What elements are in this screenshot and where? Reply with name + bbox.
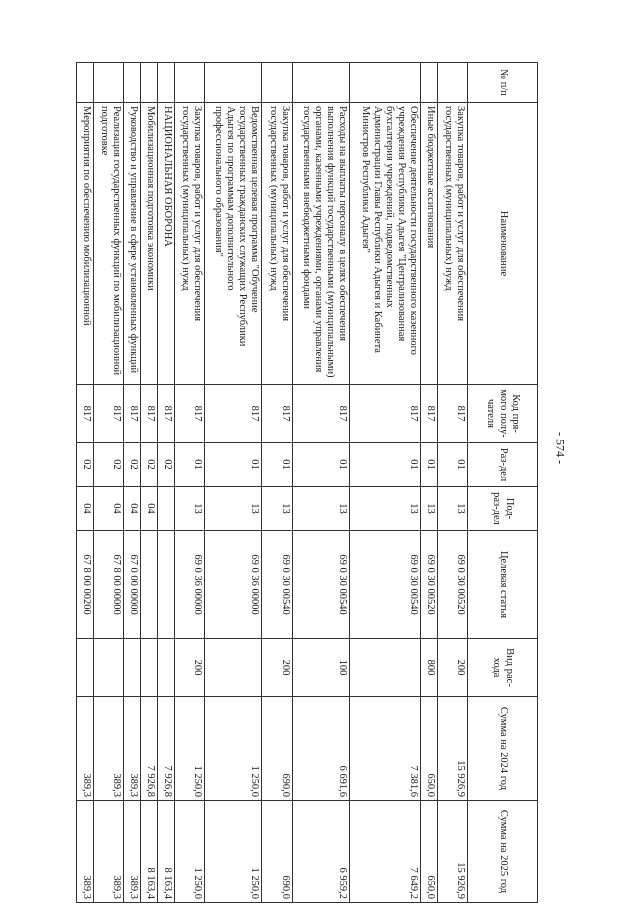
cell-target: 67 8 00 00000 [93, 531, 123, 639]
cell-podrazdel: 13 [420, 487, 437, 531]
cell-podrazdel: 13 [350, 487, 421, 531]
cell-vid: 800 [420, 639, 437, 697]
cell-num [157, 63, 174, 103]
cell-sum-2024: 7 926,8 [157, 697, 174, 801]
cell-podrazdel [157, 487, 174, 531]
cell-code: 817 [174, 385, 204, 443]
cell-sum-2025: 6 959,2 [292, 801, 349, 903]
header-razdel: Раз-дел [468, 443, 538, 487]
table-row [141, 63, 158, 903]
cell-code: 817 [124, 385, 141, 443]
cell-razdel: 01 [437, 443, 467, 487]
cell-code: 817 [350, 385, 421, 443]
cell-code: 817 [93, 385, 123, 443]
table-row [437, 63, 467, 903]
cell-sum-2025: 1 250,0 [205, 801, 262, 903]
cell-vid [77, 639, 94, 697]
budget-table [76, 62, 538, 903]
cell-name: Закупка товаров, работ и услуг для обеспечения государственных (муниципальных) нужд [262, 103, 292, 385]
cell-sum-2025: 1 250,0 [174, 801, 204, 903]
cell-razdel: 02 [124, 443, 141, 487]
cell-name: Мероприятия по обеспечению мобилизационной [77, 103, 94, 385]
cell-target: 67 0 00 00000 [124, 531, 141, 639]
cell-podrazdel: 13 [292, 487, 349, 531]
cell-podrazdel: 04 [77, 487, 94, 531]
cell-name: Реализация государственных функций по мобилизационной подготовке [93, 103, 123, 385]
table-row [350, 63, 421, 903]
cell-sum-2024: 1 250,0 [174, 697, 204, 801]
cell-name: Руководство и управление в сфере установленных функций [124, 103, 141, 385]
cell-vid [205, 639, 262, 697]
header-vid: Вид рас-хода [468, 639, 538, 697]
cell-vid [124, 639, 141, 697]
table-row [174, 63, 204, 903]
cell-name: Иные бюджетные ассигнования [420, 103, 437, 385]
table-header-row [468, 63, 538, 903]
cell-razdel: 01 [420, 443, 437, 487]
table-row [205, 63, 262, 903]
cell-sum-2024: 389,3 [77, 697, 94, 801]
cell-podrazdel: 13 [262, 487, 292, 531]
cell-target: 69 0 36 00000 [174, 531, 204, 639]
cell-sum-2025: 389,3 [77, 801, 94, 903]
header-code: Код пря-мого полу-чателя [468, 385, 538, 443]
cell-num [292, 63, 349, 103]
header-num: № п/п [468, 63, 538, 103]
cell-vid [157, 639, 174, 697]
cell-target: 69 0 36 00000 [205, 531, 262, 639]
header-sum-2024: Сумма на 2024 год [468, 697, 538, 801]
cell-sum-2025: 389,3 [93, 801, 123, 903]
cell-razdel: 01 [292, 443, 349, 487]
cell-name: Мобилизационная подготовка экономики [141, 103, 158, 385]
cell-name: Расходы на выплаты персоналу в целях обеспечения выполнения функций государственными (муниципальными) органами, казенными учреждениями, органами управления государственными внебюджетными фондами [292, 103, 349, 385]
cell-code: 817 [77, 385, 94, 443]
cell-sum-2024: 7 381,6 [350, 697, 421, 801]
cell-razdel: 01 [262, 443, 292, 487]
cell-podrazdel: 13 [437, 487, 467, 531]
cell-target: 69 0 30 00520 [437, 531, 467, 639]
cell-target: 69 0 30 00540 [262, 531, 292, 639]
table-row [77, 63, 94, 903]
cell-num [124, 63, 141, 103]
cell-razdel: 02 [141, 443, 158, 487]
cell-target: 67 8 00 00200 [77, 531, 94, 639]
cell-sum-2025: 650,0 [420, 801, 437, 903]
cell-target: 69 0 30 00540 [292, 531, 349, 639]
cell-vid [141, 639, 158, 697]
cell-name: Обеспечение деятельности государственного казенного учреждения Республики Адыгея "Централизованная бухгалтерия учреждений, подведомственных Администрации Главы Республики Адыгея и Кабинета Министров Республики Адыгея" [350, 103, 421, 385]
cell-vid: 200 [262, 639, 292, 697]
cell-name: Закупка товаров, работ и услуг для обеспечения государственных (муниципальных) нужд [437, 103, 467, 385]
cell-sum-2024: 7 926,8 [141, 697, 158, 801]
cell-sum-2025: 15 926,9 [437, 801, 467, 903]
cell-razdel: 01 [205, 443, 262, 487]
cell-vid: 200 [174, 639, 204, 697]
cell-vid [93, 639, 123, 697]
cell-podrazdel: 13 [205, 487, 262, 531]
table-row [292, 63, 349, 903]
header-target: Целевая статья [468, 531, 538, 639]
cell-podrazdel: 04 [93, 487, 123, 531]
rotated-table-container [76, 62, 538, 902]
cell-vid: 200 [437, 639, 467, 697]
cell-razdel: 02 [157, 443, 174, 487]
cell-sum-2025: 7 649,2 [350, 801, 421, 903]
cell-vid: 100 [292, 639, 349, 697]
table-row [93, 63, 123, 903]
cell-num [205, 63, 262, 103]
cell-sum-2024: 690,0 [262, 697, 292, 801]
cell-sum-2024: 15 926,9 [437, 697, 467, 801]
cell-sum-2024: 6 691,6 [292, 697, 349, 801]
header-sum-2025: Сумма на 2025 год [468, 801, 538, 903]
cell-razdel: 01 [174, 443, 204, 487]
header-name: Наименование [468, 103, 538, 385]
cell-num [174, 63, 204, 103]
table-row [262, 63, 292, 903]
cell-target: 69 0 30 00520 [420, 531, 437, 639]
cell-vid [350, 639, 421, 697]
cell-num [350, 63, 421, 103]
cell-sum-2025: 8 163,4 [141, 801, 158, 903]
table-row [124, 63, 141, 903]
cell-num [93, 63, 123, 103]
cell-sum-2025: 389,3 [124, 801, 141, 903]
cell-target [157, 531, 174, 639]
cell-razdel: 02 [77, 443, 94, 487]
cell-razdel: 01 [350, 443, 421, 487]
cell-num [141, 63, 158, 103]
cell-sum-2024: 389,3 [93, 697, 123, 801]
cell-sum-2024: 389,3 [124, 697, 141, 801]
cell-name: НАЦИОНАЛЬНАЯ ОБОРОНА [157, 103, 174, 385]
cell-num [77, 63, 94, 103]
cell-code: 817 [292, 385, 349, 443]
cell-sum-2024: 1 250,0 [205, 697, 262, 801]
table-row [420, 63, 437, 903]
cell-podrazdel: 04 [124, 487, 141, 531]
cell-code: 817 [437, 385, 467, 443]
cell-target [141, 531, 158, 639]
cell-code: 817 [141, 385, 158, 443]
cell-code: 817 [420, 385, 437, 443]
cell-sum-2024: 650,0 [420, 697, 437, 801]
cell-razdel: 02 [93, 443, 123, 487]
cell-sum-2025: 8 163,4 [157, 801, 174, 903]
cell-num [262, 63, 292, 103]
cell-code: 817 [262, 385, 292, 443]
cell-code: 817 [157, 385, 174, 443]
cell-target: 69 0 30 00540 [350, 531, 421, 639]
cell-sum-2025: 690,0 [262, 801, 292, 903]
cell-num [420, 63, 437, 103]
cell-podrazdel: 13 [174, 487, 204, 531]
page-number: - 574 - [553, 432, 568, 464]
cell-podrazdel: 04 [141, 487, 158, 531]
cell-name: Ведомственная целевая программа "Обучение государственных гражданских служащих Республики Адыгея по программам дополнительного профессионального образования" [205, 103, 262, 385]
cell-code: 817 [205, 385, 262, 443]
header-podrazdel: Под-раз-дел [468, 487, 538, 531]
table-row [157, 63, 174, 903]
cell-num [437, 63, 467, 103]
cell-name: Закупка товаров, работ и услуг для обеспечения государственных (муниципальных) нужд [174, 103, 204, 385]
